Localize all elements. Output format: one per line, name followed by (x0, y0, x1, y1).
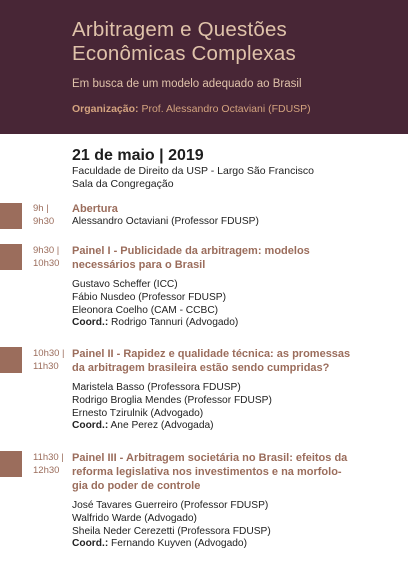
speaker-item: Gustavo Scheffer (ICC) (72, 279, 178, 290)
speaker-item: Ernesto Tzirulnik (Advogado) (72, 407, 204, 419)
session-marker (0, 451, 22, 477)
coordinator-item (72, 317, 238, 330)
coordinator-item (72, 420, 272, 433)
speaker-item: Alessandro Octaviani (Professor FDUSP) (72, 216, 259, 227)
event-venue (72, 165, 314, 191)
speaker-item: Walfrido Warde (Advogado) (72, 512, 197, 524)
speaker-item: Sheila Neder Cerezetti (Professora FDUSP) (72, 525, 271, 537)
coordinator-item (72, 538, 271, 551)
session-speakers (72, 500, 271, 551)
session-time: 9h | 9h30 (33, 203, 55, 227)
header-banner (0, 0, 408, 134)
speaker-item: Fábio Nusdeo (Professor FDUSP) (72, 291, 226, 303)
page-title: Arbitragem e Questões Econômicas Complexas (72, 18, 296, 65)
organizer-label: Organização: (72, 103, 139, 115)
session-title: Abertura (72, 203, 118, 215)
venue-line-2: Sala da Congregação (72, 178, 174, 190)
session-time: 11h30 | 12h30 (33, 452, 64, 476)
session-title: Painel I - Publicidade da arbitragem: modelos necessários para o Brasil (72, 245, 310, 271)
coordinator-name: Fernando Kuyven (Advogado) (108, 538, 247, 550)
session-time: 9h30 | 10h30 (33, 245, 60, 269)
session-marker (0, 203, 22, 229)
session-speakers (72, 279, 238, 330)
coordinator-label: Coord.: (72, 420, 109, 432)
venue-line-1: Faculdade de Direito da USP - Largo São Francisco (72, 165, 315, 177)
session-title: Painel II - Rapidez e qualidade técnica: as promessas da arbitragem brasileira estão sendo cumpridas? (72, 348, 351, 374)
organizer-line (72, 103, 311, 116)
speaker-item: Eleonora Coelho (CAM - CCBC) (72, 304, 219, 316)
coordinator-name: Rodrigo Tannuri (Advogado) (108, 317, 239, 329)
session-title: Painel III - Arbitragem societária no Brasil: efeitos da reforma legislativa nos investimentos e na morfolo- gia do poder de controle (72, 452, 348, 492)
session-speakers (72, 382, 272, 433)
organizer-name: Prof. Alessandro Octaviani (FDUSP) (138, 103, 311, 115)
page-subtitle: Em busca de um modelo adequado ao Brasil (72, 78, 302, 90)
coordinator-name: Ane Perez (Advogada) (108, 420, 214, 432)
speaker-item: José Tavares Guerreiro (Professor FDUSP) (72, 500, 269, 511)
session-time: 10h30 | 11h30 (33, 348, 65, 372)
speaker-item: Maristela Basso (Professora FDUSP) (72, 382, 241, 393)
event-date: 21 de maio | 2019 (72, 147, 204, 164)
speaker-item: Rodrigo Broglia Mendes (Professor FDUSP) (72, 394, 272, 406)
session-speakers (72, 216, 259, 229)
coordinator-label: Coord.: (72, 538, 109, 550)
session-marker (0, 347, 22, 373)
session-marker (0, 244, 22, 270)
coordinator-label: Coord.: (72, 317, 109, 329)
